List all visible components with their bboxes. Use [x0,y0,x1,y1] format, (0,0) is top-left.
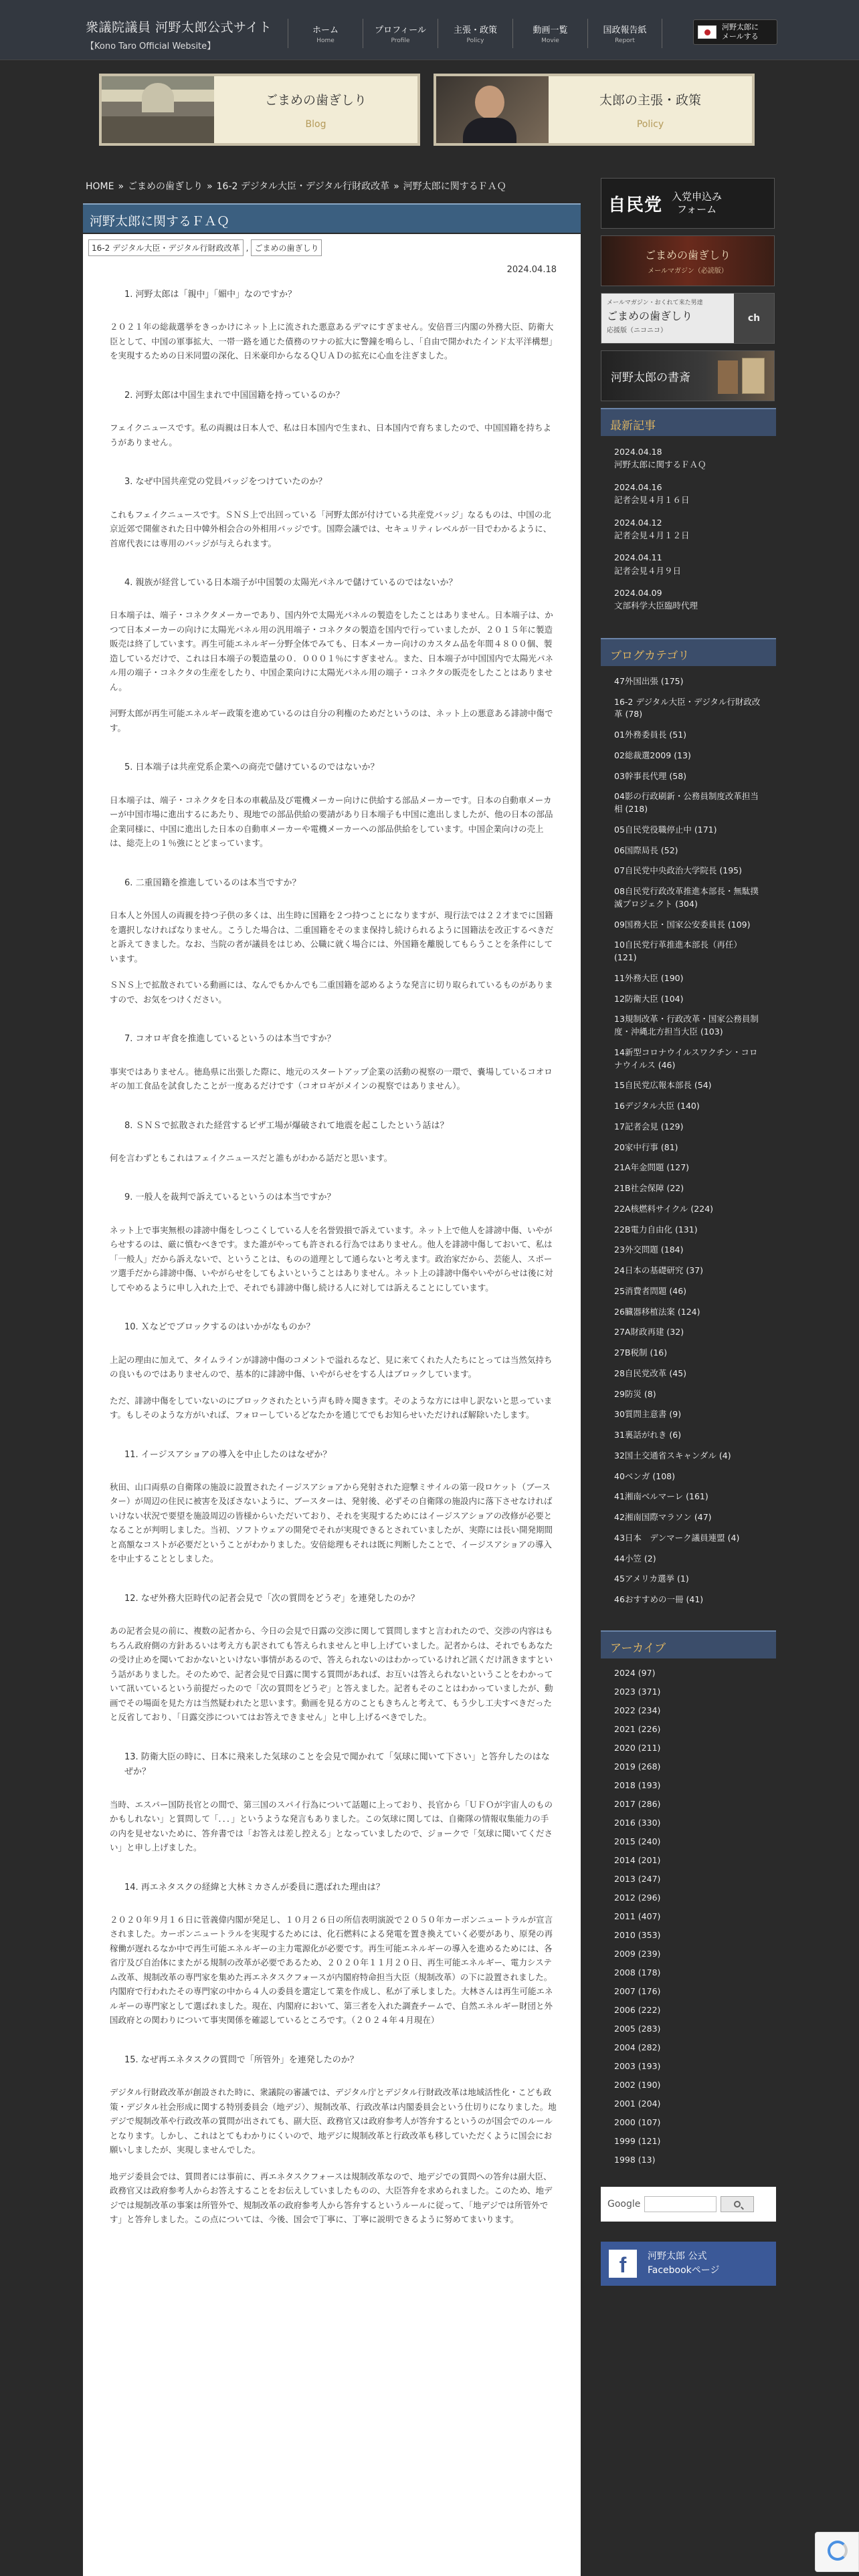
policy-banner[interactable] [434,74,755,146]
policy-banner-sub: Policy [636,118,664,130]
category-link[interactable]: 47外国出張 (175) [614,675,684,686]
recent-post-date: 2024.04.16 [614,481,662,492]
faq-question: 8. ＳＮＳで拡散された経営するビザ工場が爆破されて地震を起こしたという話は？ [124,1120,449,1131]
banner-band [0,60,859,167]
faq-section [110,876,557,1006]
ldp-logo-text: 自民党 [608,195,663,215]
category-link[interactable]: 20家中行事 (81) [614,1142,678,1152]
category-link[interactable]: 14新型コロナウイルスワクチン・コロナウイルス (46) [614,1047,758,1070]
recent-post-date: 2024.04.18 [614,447,662,457]
archive-link[interactable]: 2019 (268) [614,1761,661,1772]
facebook-label: 河野太郎 公式 Facebookページ [648,2250,720,2276]
archive-link[interactable]: 2002 (190) [614,2079,661,2090]
faq-question: 3. なぜ中国共産党の党員バッジをつけていたのか？ [124,477,327,488]
recent-post-date: 2024.04.12 [614,517,662,528]
archive-link[interactable]: 2007 (176) [614,1985,661,1996]
recent-post-title[interactable]: 記者会見４月９日 [614,565,682,576]
recent-post-title[interactable]: 記者会見４月１２日 [614,530,690,540]
japan-flag-icon [698,25,717,39]
nav-item-report[interactable] [587,19,662,48]
archive-link[interactable]: 2006 (222) [614,2004,661,2015]
ldp-join-label: 入党申込み フォーム [672,190,723,215]
recent-post-date: 2024.04.11 [614,552,662,563]
nav-item-sublabel: Profile [391,37,410,44]
category-link[interactable]: 10自民党行革推進本部長（再任）(121) [614,940,742,962]
faq-section [110,576,557,735]
category-link[interactable]: 09国務大臣・国家公安委員長 (109) [614,919,751,930]
faq-answer: 秋田、山口両県の自衛隊の施設に設置されたイージスアショアから発射された迎撃ミサイルの第一段ロケット（ブースター）が周辺の住民に被害を及ぼさないように、ブースターは、発射後、必ずその自衛隊の施設内に落下させなければいけない状況で要望を施設周辺の皆様からいただいており、それを実現するためにはイージスアショアの改修が必要となることが判明しました。当初、ソフトウェアの開発でそれが実現できるとされていましたが、実際には長い開発期間と高額なコストが必要だということがわかりました。安倍総理もそれは既に判断したことで、イージスアショアの導入を中止することとしました。 [110,1481,553,1564]
mail-magazine-sub: メールマガジン（必読版） [648,267,728,275]
category-link[interactable]: 42湘南国際マラソン (47) [614,1512,712,1522]
nico-channel-icon: ch [734,294,774,343]
archive-link[interactable]: 2023 (371) [614,1686,661,1697]
category-link[interactable]: 27B税制 (16) [614,1348,668,1358]
category-link[interactable]: 13規制改革・行政改革・国家公務員制度・沖縄北方担当大臣 (103) [614,1014,759,1037]
archive-link[interactable]: 2001 (204) [614,2098,661,2109]
category-link[interactable]: 27A財政再建 (32) [614,1327,684,1337]
archive-link[interactable]: 2014 (201) [614,1854,661,1865]
faq-answer: ＳＮＳ上で拡散されている動画には、なんでもかんでも二重国籍を認めるような発言に切り取られているものがありますので、お気をつけください。 [110,980,553,1004]
archive-link[interactable]: 2003 (193) [614,2060,661,2071]
tag-separator: , [246,243,249,253]
category-link[interactable]: 17記者会見 (129) [614,1121,684,1132]
site-title[interactable]: 衆議院議員 河野太郎公式サイト [86,20,272,35]
category-link[interactable]: 21B社会保障 (22) [614,1183,684,1193]
faq-section [110,760,557,850]
breadcrumb-item: 河野太郎に関するＦＡＱ [403,181,506,192]
recent-post-title[interactable]: 河野太郎に関するＦＡＱ [614,459,706,470]
category-title: ブログカテゴリ [601,638,776,666]
site-subtitle: 【Kono Taro Official Website】 [86,41,216,51]
faq-answer: 事実ではありません。徳島県に出張した際に、地元のスタートアップ企業の活動の視察の一環で、嚢場しているコオロギの加工食品を試食したことが一度あるだけです（コオロギがメインの視察ではありません）。 [110,1066,553,1091]
faq-answer: 河野太郎が再生可能エネルギー政策を進めているのは自分の利権のためだというのは、ネット上の悪意ある誹謗中傷です。 [110,708,553,733]
archive-link[interactable]: 2013 (247) [614,1873,661,1884]
recent-post[interactable] [614,586,763,613]
sidebar [601,178,776,2286]
category-link[interactable]: 15自民党広報本部長 (54) [614,1080,712,1091]
tag-blog[interactable]: ごまめの歯ぎしり [251,239,322,256]
category-link[interactable]: 22A核燃料サイクル (224) [614,1203,714,1214]
book-icon [718,360,738,394]
faq-question: 10. Ｘなどでブロックするのはいかがなものか？ [124,1322,315,1333]
faq-question: 6. 二重国籍を推進しているのは本当ですか？ [124,877,301,888]
nav-item-label: 主張・政策 [453,25,497,35]
category-link[interactable]: 07自民党中央政治大学院長 (195) [614,865,742,876]
category-link[interactable]: 32国土交通省スキャンダル (4) [614,1450,731,1461]
recent-post[interactable] [614,551,763,577]
category-link[interactable]: 11外務大臣 (190) [614,972,684,983]
recent-post[interactable] [614,481,763,507]
archive-link[interactable]: 2024 (97) [614,1667,656,1678]
breadcrumb-separator: » [207,181,213,192]
article-content [83,234,581,2576]
category-list [601,666,776,1624]
archive-link[interactable]: 2011 (407) [614,1911,661,1921]
category-link[interactable]: 16-2 デジタル大臣・デジタル行財政改革 (78) [614,696,761,720]
mail-button[interactable] [693,19,777,45]
archive-link[interactable]: 2016 (330) [614,1817,661,1828]
category-link[interactable]: 28自民党改革 (45) [614,1368,687,1378]
faq-question: 15. なぜ再エネタスクの質問で「所管外」を連発したのか？ [124,2054,359,2065]
faq-section [110,1592,557,1725]
library-banner-title: 河野太郎の書斎 [611,370,690,385]
portrait-image [436,76,549,143]
category-link[interactable]: 44小笠 (2) [614,1553,656,1564]
category-link[interactable]: 03幹事長代理 (58) [614,770,687,781]
faq-question: 1. 河野太郎は「親中」「媚中」なのですか？ [124,290,297,300]
search-input[interactable] [644,2196,717,2212]
faq-question: 9. 一般人を裁判で訴えているというのは本当ですか？ [124,1192,336,1203]
search-icon [734,2201,741,2208]
faq-answer: ２０２１年の総裁選挙をきっかけにネット上に流された悪意あるデマにすぎません。安倍晋三内閣の外務大臣、防衛大臣として、中国の軍事拡大、一帯一路を通じた債務のワナの拡大に警鐘を鳴らし、「自由で開かれたインド太平洋構想」を実現するための日米同盟の深化、日米豪印からなるＱＵＡＤの拡充に心血を注ぎました。 [110,322,554,361]
faq-question: 13. 防衛大臣の時に、日本に飛来した気球のことを会見で聞かれて「気球に聞いて下さい」と答弁したのはなぜか？ [124,1751,550,1778]
faq-section [110,1881,557,2028]
category-link[interactable]: 30質問主意書 (9) [614,1409,682,1420]
faq-question: 4. 親族が経営している日本端子が中国製の太陽光パネルで儲けているのではないか？ [124,578,458,588]
faq-answer: 日本端子は、端子・コネクタを日本の車載品及び電機メーカー向けに供給する部品メーカーです。日本の自動車メーカーが中国市場に進出するにあたり、現地での部品供給の要請があり日本端子も中国に進出しましたが、他の日本の部品企業同様に、中国に進出した日本の自動車メーカーや電機メーカーへの部品供給をしています。中国企業向けの売上は、総売上の１％強にとどまっています。 [110,794,553,849]
search-button[interactable] [721,2196,754,2212]
breadcrumb [86,179,510,193]
faq-section [110,475,557,550]
faq-section [110,1190,557,1295]
breadcrumb-item[interactable]: HOME [86,181,114,192]
recaptcha-badge[interactable] [815,2532,859,2572]
category-link[interactable]: 25消費者問題 (46) [614,1285,687,1296]
recent-title: 最新記事 [601,408,776,436]
faq-question: 14. 再エネタスクの経緯と大林ミカさんが委員に選ばれた理由は？ [124,1882,385,1893]
nav-item-label: 国政報告紙 [603,25,647,35]
main-column [80,167,583,2576]
ldp-join-banner[interactable] [601,178,775,229]
faq-answer: ただ、誹謗中傷をしていないのにブロックされたという声も時々聞きます。そのような方には申し訳ないと思っています。もしそのような方がいれば、フォローしているどなたかを通じてでもお知らせいただければ解除いたします。 [110,1395,553,1420]
policy-banner-title: 太郎の主張・政策 [599,92,701,108]
category-link[interactable]: 31裏話がれき (6) [614,1430,682,1440]
faq-answer: 当時、エスパー国防長官との間で、第三国のスパイ行為について話題に上っており、長官から「ＵＦＯが宇宙人のものかもしれない」と質問して「．．．」というような発言もありました。この気球に関しては、自衛隊の情報収集能力の手の内を見せないために、答弁書では「お答えは差し控える」となっていましたので、ジョークで「気球に聞いてください」と申し上げました。 [110,1799,553,1853]
nav-item-home[interactable] [288,19,363,48]
faq-question: 7. コオロギ食を推進しているというのは本当ですか？ [124,1034,336,1045]
page-title: 河野太郎に関するＦＡＱ [90,214,230,229]
faq-answer: 何を言わずともこれはフェイクニュースだと誰もがわかる話だと思います。 [110,1152,393,1163]
facebook-icon: f [609,2250,637,2278]
category-link[interactable]: 04影の行政刷新・公務員制度改革担当相 (218) [614,791,759,814]
archive-link[interactable]: 2009 (239) [614,1948,661,1959]
faq-answer: 日本人と外国人の両親を持つ子供の多くは、出生時に国籍を２つ持つことになりますが、現行法では２２才までに国籍を選択しなければなりません。こうした場合は、二重国籍をそのまま保持し続けられるように国籍法を改正するべきだと訴えてきました。なお、当院の者が議員をはじめ、公職に就く場合には、外国籍を離脱してもらうことを条件にしています。 [110,910,554,964]
breadcrumb-item[interactable]: ごまめの歯ぎしり [128,181,203,192]
archive-link[interactable]: 2010 (353) [614,1929,661,1940]
archive-link[interactable]: 2015 (240) [614,1836,661,1846]
global-nav [288,19,662,48]
category-link[interactable]: 21A年金問題 (127) [614,1162,690,1173]
blog-banner-title: ごまめの歯ぎしり [264,92,367,108]
recent-post-date: 2024.04.09 [614,588,662,598]
site-header [0,0,859,60]
faq-answer: ２０２０年９月１６日に菅義偉内閣が発足し、１０月２６日の所信表明演説で２０５０年カーボンニュートラルが宣言されました。カーボンニュートラルを実現するためには、化石燃料による発電を置き換えていく必要があり、原発の再稼働が遅れるなか中で再生可能エネルギーの主力電源化が必要です。再生可能エネルギーの導入を進めるためには、各省庁及び自治体にまたがる規制の改革が必要であるため、２０２０年１１月２０日、再生可能エネルギー、電力システム改革、規制改革の専門家を集めた再エネタスクフォースが内閣府特命担当大臣（規制改革）の下に設置されました。内閣府で行われたその専門家の中から４人の委員を選定して業を作成し、私が了承しました。大林さんは再生可能エネルギーの専門家として選ばれました。現在、内閣府において、第三者を入れた調査チームで、自然エネルギー財団と外国政府との関わりについて事実関係を確認しているところです。（２０２４年４月現在） [110,1914,553,2026]
blog-banner-sub: Blog [305,118,326,130]
book-icon [742,358,765,394]
breadcrumb-item[interactable]: 16-2 デジタル大臣・デジタル行財政改革 [216,181,390,192]
faq-answer: 地デジ委員会では、質問者には事前に、再エネタスクフォースは規制改革なので、地デジでの質問への答弁は副大臣、政務官又は政府参考人からお答えすることをお伝えしていましたものの、大臣答弁を求められました。このため、地デジでは規制改革の事案は所管外で、規制改革の政府参考人から答弁するというルールに従って、「地デジでは所管外です」と答弁しました。この点については、今後、国会で丁寧に、丁寧に説明できるように努めてまいります。 [110,2171,553,2225]
category-link[interactable]: 01外務委員長 (51) [614,730,687,740]
archive-link[interactable]: 2004 (282) [614,2042,661,2052]
faq-section [110,288,557,363]
category-link[interactable]: 24日本の基礎研究 (37) [614,1265,704,1275]
nav-item-label: ホーム [312,25,339,35]
faq-answer: フェイクニュースです。私の両親は日本人で、私は日本国内で生まれ、日本国内で育ちましたので、中国国籍を持ちようがありません。 [110,423,552,447]
recent-post-title[interactable]: 記者会見４月１６日 [614,495,690,506]
category-link[interactable]: 43日本 デンマーク議員連盟 (4) [614,1532,740,1543]
facebook-banner[interactable] [601,2242,776,2286]
category-link[interactable]: 05自民党役職停止中 (171) [614,824,717,835]
category-link[interactable]: 08自民党行政改革推進本部長・無駄撲滅プロジェクト (304) [614,886,759,909]
nico-banner-sub: 応援版（ニコニコ） [607,327,667,334]
category-link[interactable]: 45アメリカ選挙 (1) [614,1574,689,1584]
archive-link[interactable]: 1998 (13) [614,2154,656,2165]
nav-item-movie[interactable] [512,19,587,48]
breadcrumb-separator: » [393,181,399,192]
archive-link[interactable]: 2022 (234) [614,1705,661,1715]
faq-question: 5. 日本端子は共産党系企業への商売で儲けているのではないか？ [124,762,379,773]
faq-answer: あの記者会見の前に、複数の記者から、今日の会見で日露の交渉に関して質問しますと言われたので、交渉の内容はもちろん政府側の方針あるいは考え方も訳されても答えられませんと申し上げていました。記者からは、それでもあなたの受け止めを聞いておかないといけない事情があるので、答えられないのはわかっているけれど訊くだけ訊きますという話がありました。そのためで、記者会見で日露に関する質問があれば、お互いは答えられないということをわかっていて訊いているという前提だったので「次の質問をどうぞ」と答えました。記者もそのことはわかっていましたが、動画でその場面を見た方は当然疑われたと思います。動画を見る方のこともきちんと考えて、もう少し工夫すべきだったと反省しており、「日露交渉についてはお答えできません」と申し上げるべきでした。 [110,1626,553,1723]
faq-answer: ネット上で事実無根の誹謗中傷をしつこくしている人を名誉毀損で訴えています。ネット上で他人を誹謗中傷、いやがらせするのは、厳に慎むべきです。また誰がやっても許される行為ではありません。他人を誹謗中傷しておいて、私は「一般人」だから訴えないで、ということは、ものの道理として通らないと考えます。政治家だから、芸能人、スポーツ選手だから誹謗中傷、いやがらせをしてもよいということはありません。ネット上の誹謗中傷やいやがらせは後に対してやめるように申し入れた上で、それでも誹謗中傷し続ける人に対しては訴えることにしています。 [110,1224,553,1293]
faq-section [110,1119,557,1166]
faq-section [110,1320,557,1422]
category-link[interactable]: 26臓器移植法案 (124) [614,1306,700,1317]
category-link[interactable]: 23外交問題 (184) [614,1245,684,1255]
tag-digital[interactable]: 16-2 デジタル大臣・デジタル行財政改革 [88,239,244,256]
nico-banner-top: メールマガジン・おくれて来た男達 [607,300,703,306]
archive-link[interactable]: 2008 (178) [614,1967,661,1977]
category-link[interactable]: 06国際局長 (52) [614,845,678,855]
diet-building-image [102,76,214,143]
archive-title: アーカイブ [601,1630,776,1658]
faq-section [110,1448,557,1566]
mail-magazine-title: ごまめの歯ぎしり [644,249,731,261]
mail-magazine-banner[interactable] [601,235,775,286]
post-date: 2024.04.18 [506,265,557,275]
archive-link[interactable]: 2021 (226) [614,1723,661,1734]
category-link[interactable]: 22B電力自由化 (131) [614,1224,698,1235]
faq-answer: これもフェイクニュースです。ＳＮＳ上で出回っている「河野太郎が付けている共産党バッジ」なるものは、中国の北京近郊で開催された日中韓外相会合の外相用バッジです。国際会議では、セキュリティレベルが一目でわかるように、首席代表には専用のバッジが与えられます。 [110,509,552,548]
faq-article [110,288,557,2252]
archive-list [601,1658,776,2183]
category-link[interactable]: 02総裁選2009 (13) [614,750,691,760]
recent-post[interactable] [614,445,763,471]
archive-link[interactable]: 2018 (193) [614,1780,661,1790]
nav-item-label: 動画一覧 [533,25,568,35]
faq-answer: デジタル行財政改革が創設された時に、衆議院の審議では、デジタル庁とデジタル行財政改革は地域活性化・こども政策・デジタル社会形成に関する特別委員会（地デジ）、規制改革、行政改革は内閣委員会という仕切りになりました。地デジで規制改革や行政改革の質問が出されても、副大臣、政務官又は政府参考人が答弁するというのが国会でのルールとなります。しかし、これはとてもわかりにくいので、地デジに規制改革と行政改革も移していただくように国会にお願いしましたが、実現しませんでした。 [110,2087,557,2155]
category-link[interactable]: 29防災 (8) [614,1388,656,1399]
archive-link[interactable]: 2012 (296) [614,1892,661,1903]
nav-item-policy[interactable] [438,19,512,48]
recaptcha-icon [828,2541,848,2561]
archive-link[interactable]: 2020 (211) [614,1742,661,1753]
nav-item-sublabel: Report [615,37,635,44]
recent-post-title[interactable]: 文部科学大臣臨時代理 [614,601,698,611]
nav-item-sublabel: Home [316,37,335,44]
category-link[interactable]: 46おすすめの一冊 (41) [614,1594,704,1604]
category-link[interactable]: 16デジタル大臣 (140) [614,1101,700,1111]
faq-section [110,389,557,449]
blog-banner[interactable] [99,74,420,146]
category-link[interactable]: 12防衛大臣 (104) [614,993,684,1004]
archive-link[interactable]: 2017 (286) [614,1798,661,1809]
page-title-bar [83,203,581,233]
faq-question: 12. なぜ外務大臣時代の記者会見で「次の質問をどうぞ」を連発したのか？ [124,1593,419,1604]
site-search [601,2187,776,2222]
google-logo: Google [607,2198,641,2210]
faq-question: 2. 河野太郎は中国生まれで中国国籍を持っているのか？ [124,390,345,401]
library-banner[interactable] [601,350,775,401]
recent-list [601,436,776,631]
archive-link[interactable]: 2000 (107) [614,2117,661,2127]
faq-question: 11. イージスアショアの導入を中止したのはなぜか？ [124,1449,332,1460]
breadcrumb-separator: » [118,181,124,192]
faq-section [110,1750,557,1855]
recent-post[interactable] [614,516,763,542]
nav-item-label: プロフィール [375,25,426,35]
faq-answer: 上記の理由に加えて、タイムラインが誹謗中傷のコメントで溢れるなど、見に来てくれた人たちにとっては当然気持ちの良いものではありませんので、基本的に誹謗中傷、いやがらせをする人はブロックしています。 [110,1354,553,1380]
category-link[interactable]: 40ベンガ (108) [614,1471,675,1481]
archive-link[interactable]: 2005 (283) [614,2023,661,2034]
tag-list [88,239,322,256]
nico-banner[interactable] [601,293,775,344]
nav-item-sublabel: Movie [541,37,559,44]
faq-section [110,1032,557,1093]
archive-link[interactable]: 1999 (121) [614,2135,661,2146]
category-link[interactable]: 41湘南ベルマーレ (161) [614,1491,708,1502]
nav-item-profile[interactable] [363,19,438,48]
nav-item-sublabel: Policy [466,37,484,44]
mail-button-label: 河野太郎に メールする [722,23,759,41]
faq-section [110,2053,557,2227]
nico-banner-title: ごまめの歯ぎしり [607,310,693,322]
faq-answer: 日本端子は、端子・コネクタメーカーであり、国内外で太陽光パネルの製造をしたことはありません。日本端子は、かつて日本メーカーの向けに太陽光パネル用の汎用端子・コネクタの製造を国内で行っていましたが、２０１５年に製造販売は終了しています。再生可能エネルギー分野全体でみても、日本メーカー向けのカスタム品を年間４８００個、製造しているだけで、これは日本端子の製造量の０．０００１％にすぎません。また、日本端子が中国国内で太陽光パネル用の端子・コネクタの生産をしたり、中国企業向けに太陽光パネル用の端子・コネクタの販売をしたことはありません。 [110,610,554,692]
